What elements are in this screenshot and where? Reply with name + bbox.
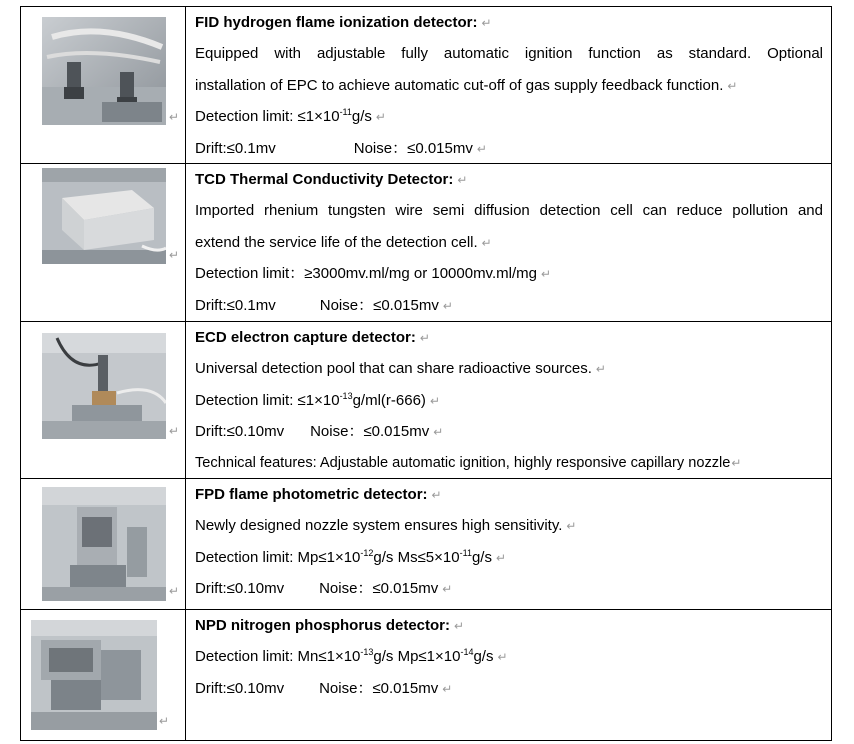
tcd-detector-photo [42, 168, 166, 264]
text-cell [186, 7, 831, 164]
image-cell [21, 479, 186, 609]
text-cell [186, 322, 831, 479]
detector-description-line-1: Imported rhenium tungsten wire semi diffusion detection cell can reduce pollution and [195, 202, 823, 220]
technical-features: Technical features: Adjustable automatic ignition, highly responsive capillary nozzle↵ [195, 454, 742, 471]
paragraph-mark: ↵ [169, 424, 180, 438]
table-row-tcd [20, 163, 832, 321]
image-cell [21, 7, 186, 163]
detector-title: ECD electron capture detector: ↵ [195, 329, 430, 346]
paragraph-mark: ↵ [169, 110, 180, 124]
detection-limit: Detection limit: $Mp\le 1\times 10^{-12}g/s$ $Ms\le 5\times 10^{-11}g/s$ ↵ [195, 547, 507, 566]
detector-title: FID hydrogen flame ionization detector: ↵ [195, 14, 492, 31]
image-cell [21, 322, 186, 478]
detector-title: NPD nitrogen phosphorus detector: ↵ [195, 617, 465, 634]
detector-description-line-1: Equipped with adjustable fully automatic ignition function as standard. Optional [195, 45, 823, 63]
fpd-detector-photo [42, 487, 166, 601]
detector-spec-table [20, 6, 832, 741]
fid-detector-photo [42, 17, 166, 125]
drift-noise: Drift:≤0.1mv Noise：≤0.015mv ↵ [195, 296, 453, 314]
text-cell [186, 610, 831, 704]
drift-noise: Drift:≤0.10mv Noise：≤0.015mv ↵ [195, 679, 453, 697]
drift-noise: Drift:≤0.10mv Noise：≤0.015mv ↵ [195, 423, 444, 441]
table-row-fpd [20, 478, 832, 609]
detector-description-line-2: extend the service life of the detection cell. ↵ [195, 233, 492, 251]
drift-noise: Drift:≤0.1mv Noise：≤0.015mv ↵ [195, 139, 487, 157]
detection-limit: Detection limit: $Mn\le 1\times 10^{-13}g/s$ $Mp\le 1\times 10^{-14}g/s$ ↵ [195, 647, 508, 666]
text-cell [186, 479, 831, 605]
detection-limit: Detection limit：≥3000mv.ml/mg or 10000mv.ml/mg ↵ [195, 265, 552, 283]
paragraph-mark: ↵ [169, 584, 180, 598]
detector-title: FPD flame photometric detector: ↵ [195, 486, 442, 503]
image-cell [21, 610, 186, 740]
table-row-fid [20, 6, 832, 163]
image-cell [21, 164, 186, 321]
ecd-detector-photo [42, 333, 166, 439]
detection-limit: Detection limit: $\le 1\times 10^{-11}g/s$ ↵ [195, 107, 386, 126]
detection-limit: Detection limit: $\le 1\times 10^{-13}g/ml(r-666)$ ↵ [195, 390, 440, 409]
text-cell [186, 164, 831, 321]
drift-noise: Drift:≤0.10mv Noise：≤0.015mv ↵ [195, 580, 453, 598]
paragraph-mark: ↵ [169, 248, 180, 262]
detector-title: TCD Thermal Conductivity Detector: ↵ [195, 171, 468, 188]
detector-description: Universal detection pool that can share radioactive sources. ↵ [195, 360, 606, 378]
table-row-npd [20, 609, 832, 741]
table-row-ecd [20, 321, 832, 478]
detector-description: Newly designed nozzle system ensures high sensitivity. ↵ [195, 517, 577, 535]
npd-detector-photo [31, 620, 157, 730]
detector-description-line-2: installation of EPC to achieve automatic cut-off of gas supply feedback function. ↵ [195, 76, 738, 94]
paragraph-mark: ↵ [159, 714, 170, 728]
